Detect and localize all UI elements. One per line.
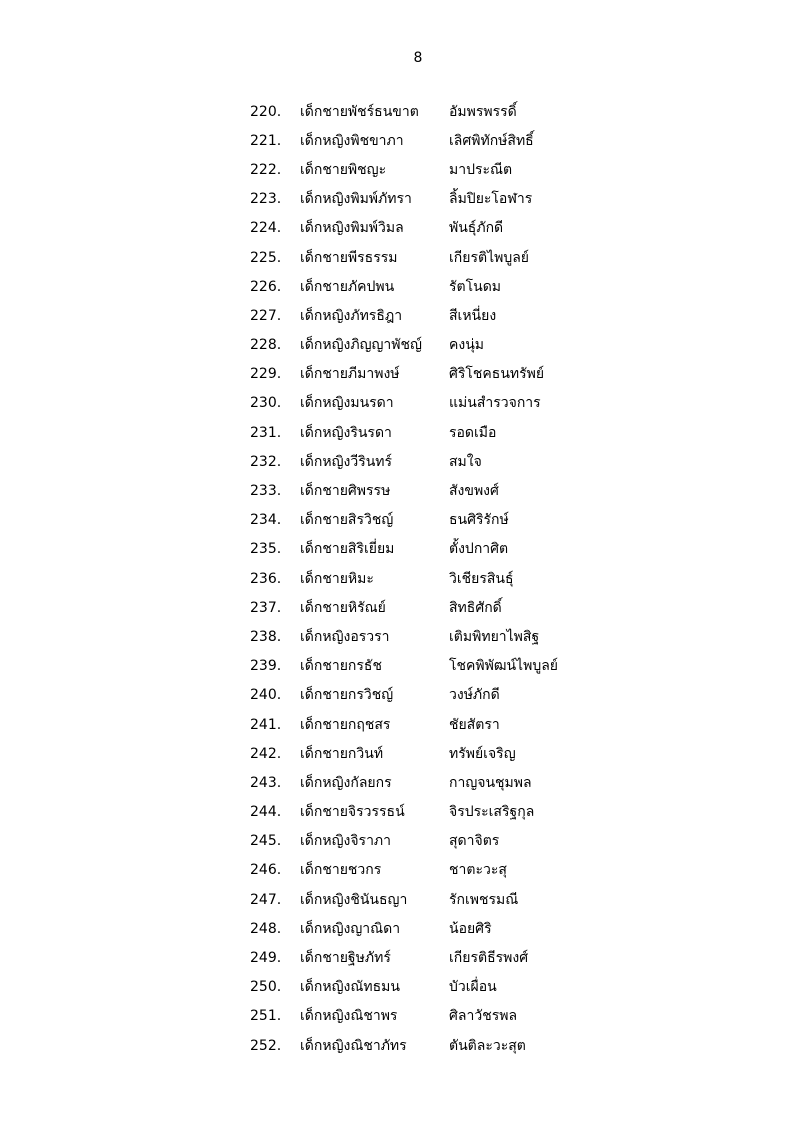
row-number: 236. — [250, 570, 282, 587]
row-number: 245. — [250, 833, 282, 850]
first-name: เด็กหญิงพิมพ์ภัทรา — [300, 191, 412, 208]
last-name: รัตโนดม — [449, 278, 502, 295]
first-name: เด็กหญิงพิชขาภา — [300, 132, 404, 149]
last-name: ศิลาวัชรพล — [449, 1008, 518, 1025]
row-number: 252. — [250, 1037, 282, 1054]
list-item — [250, 272, 558, 301]
list-item — [250, 681, 558, 710]
first-name: เด็กหญิงรินรดา — [300, 424, 392, 441]
first-name: เด็กหญิงภิญญาพัชญ์ — [300, 337, 422, 354]
last-name: ตันติละวะสุต — [449, 1037, 526, 1054]
last-name: น้อยศิริ — [449, 920, 492, 937]
first-name: เด็กชายสิริเยี่ยม — [300, 541, 395, 558]
row-number: 250. — [250, 979, 282, 996]
last-name: ศิริโชคธนทรัพย์ — [449, 366, 545, 383]
list-item — [250, 1031, 558, 1060]
row-number: 221. — [250, 132, 282, 149]
row-number: 239. — [250, 658, 282, 675]
first-name: เด็กหญิงญาณิดา — [300, 920, 401, 937]
list-item — [250, 593, 558, 622]
last-name: บัวเผื่อน — [449, 979, 497, 996]
first-name: เด็กหญิงกัลยกร — [300, 774, 392, 791]
first-name: เด็กชายพิชญะ — [300, 161, 387, 178]
list-item — [250, 418, 558, 447]
name-list — [250, 97, 558, 1060]
row-number: 251. — [250, 1008, 282, 1025]
row-number: 238. — [250, 628, 282, 645]
first-name: เด็กหญิงณิชาพร — [300, 1008, 398, 1025]
list-item — [250, 301, 558, 330]
list-item — [250, 535, 558, 564]
first-name: เด็กชายหิรัณย์ — [300, 599, 386, 616]
list-item — [250, 739, 558, 768]
list-item — [250, 973, 558, 1002]
list-item — [250, 652, 558, 681]
first-name: เด็กหญิงณิชาภัทร — [300, 1037, 407, 1054]
row-number: 241. — [250, 716, 282, 733]
row-number: 244. — [250, 804, 282, 821]
first-name: เด็กชายชวกร — [300, 862, 382, 879]
first-name: เด็กหญิงภัทรธิฎา — [300, 307, 403, 324]
row-number: 220. — [250, 103, 282, 120]
list-item — [250, 856, 558, 885]
row-number: 235. — [250, 541, 282, 558]
list-item — [250, 798, 558, 827]
row-number: 228. — [250, 337, 282, 354]
row-number: 226. — [250, 278, 282, 295]
last-name: กาญจนชุมพล — [449, 774, 532, 791]
list-item — [250, 126, 558, 155]
row-number: 249. — [250, 950, 282, 967]
row-number: 222. — [250, 161, 282, 178]
last-name: ตั้งปกาศิต — [449, 541, 509, 558]
last-name: อัมพรพรรดิ์ — [449, 103, 517, 120]
last-name: สุดาจิตร — [449, 833, 500, 850]
list-item — [250, 768, 558, 797]
last-name: จิรประเสริฐกุล — [449, 804, 535, 821]
list-item — [250, 622, 558, 651]
last-name: เกียรติไพบูลย์ — [449, 249, 530, 266]
row-number: 242. — [250, 745, 282, 762]
row-number: 232. — [250, 453, 282, 470]
row-number: 248. — [250, 920, 282, 937]
list-item — [250, 155, 558, 184]
row-number: 247. — [250, 891, 282, 908]
first-name: เด็กชายศิพรรษ — [300, 483, 391, 500]
last-name: วงษ์ภักดี — [449, 687, 500, 704]
row-number: 225. — [250, 249, 282, 266]
list-item — [250, 885, 558, 914]
row-number: 246. — [250, 862, 282, 879]
first-name: เด็กหญิงชินันธญา — [300, 891, 408, 908]
list-item — [250, 914, 558, 943]
row-number: 223. — [250, 191, 282, 208]
first-name: เด็กหญิงณัทธมน — [300, 979, 400, 996]
list-item — [250, 827, 558, 856]
list-item — [250, 331, 558, 360]
row-number: 227. — [250, 307, 282, 324]
list-item — [250, 447, 558, 476]
last-name: เลิศพิทักษ์สิทธิ์ — [449, 132, 534, 149]
first-name: เด็กหญิงพิมพ์วิมล — [300, 220, 404, 237]
row-number: 233. — [250, 483, 282, 500]
first-name: เด็กชายภัคปพน — [300, 278, 395, 295]
list-item — [250, 476, 558, 505]
last-name: คงนุ่ม — [449, 337, 484, 354]
list-item — [250, 564, 558, 593]
row-number: 230. — [250, 395, 282, 412]
first-name: เด็กชายกฤชสร — [300, 716, 391, 733]
list-item — [250, 360, 558, 389]
row-number: 243. — [250, 774, 282, 791]
last-name: มาประณีต — [449, 161, 513, 178]
first-name: เด็กหญิงอรวรา — [300, 628, 390, 645]
last-name: ธนศิริรักษ์ — [449, 512, 509, 529]
last-name: สิทธิศักดิ์ — [449, 599, 502, 616]
list-item — [250, 97, 558, 126]
last-name: สมใจ — [449, 453, 482, 470]
row-number: 224. — [250, 220, 282, 237]
list-item — [250, 185, 558, 214]
last-name: รอดเมือ — [449, 424, 497, 441]
first-name: เด็กชายกวินท์ — [300, 745, 384, 762]
first-name: เด็กชายสิรวิชญ์ — [300, 512, 394, 529]
last-name: ชาตะวะสุ — [449, 862, 507, 879]
row-number: 237. — [250, 599, 282, 616]
last-name: สีเหนี่ยง — [449, 307, 497, 324]
last-name: โชคพิพัฒน์ไพบูลย์ — [449, 658, 558, 675]
list-item — [250, 1002, 558, 1031]
first-name: เด็กชายฐิษภัทร์ — [300, 950, 391, 967]
last-name: ชัยสัตรา — [449, 716, 500, 733]
row-number: 231. — [250, 424, 282, 441]
first-name: เด็กหญิงจิราภา — [300, 833, 392, 850]
first-name: เด็กชายกรธัช — [300, 658, 382, 675]
first-name: เด็กหญิงวีรินทร์ — [300, 453, 393, 470]
last-name: สังขพงศ์ — [449, 483, 499, 500]
first-name: เด็กชายพีรธรรม — [300, 249, 398, 266]
row-number: 240. — [250, 687, 282, 704]
list-item — [250, 943, 558, 972]
last-name: ทรัพย์เจริญ — [449, 745, 516, 762]
row-number: 229. — [250, 366, 282, 383]
list-item — [250, 506, 558, 535]
last-name: เกียรติธีรพงศ์ — [449, 950, 529, 967]
last-name: วิเชียรสินธุ์ — [449, 570, 514, 587]
last-name: แม่นสำรวจการ — [449, 395, 541, 412]
last-name: เติมพิทยาไพสิฐ — [449, 628, 540, 645]
list-item — [250, 243, 558, 272]
first-name: เด็กชายจิรวรรธน์ — [300, 804, 405, 821]
first-name: เด็กชายกรวิชญ์ — [300, 687, 394, 704]
first-name: เด็กชายภีมาพงษ์ — [300, 366, 400, 383]
list-item — [250, 389, 558, 418]
first-name: เด็กชายพัชร์ธนขาต — [300, 103, 419, 120]
last-name: พันธุ์ภักดี — [449, 220, 504, 237]
last-name: รักเพชรมณี — [449, 891, 519, 908]
list-item — [250, 214, 558, 243]
first-name: เด็กหญิงมนรดา — [300, 395, 394, 412]
page-number: 8 — [413, 50, 423, 66]
first-name: เด็กชายหิมะ — [300, 570, 374, 587]
row-number: 234. — [250, 512, 282, 529]
list-item — [250, 710, 558, 739]
last-name: ลิ้มปิยะโอฬาร — [449, 191, 533, 208]
